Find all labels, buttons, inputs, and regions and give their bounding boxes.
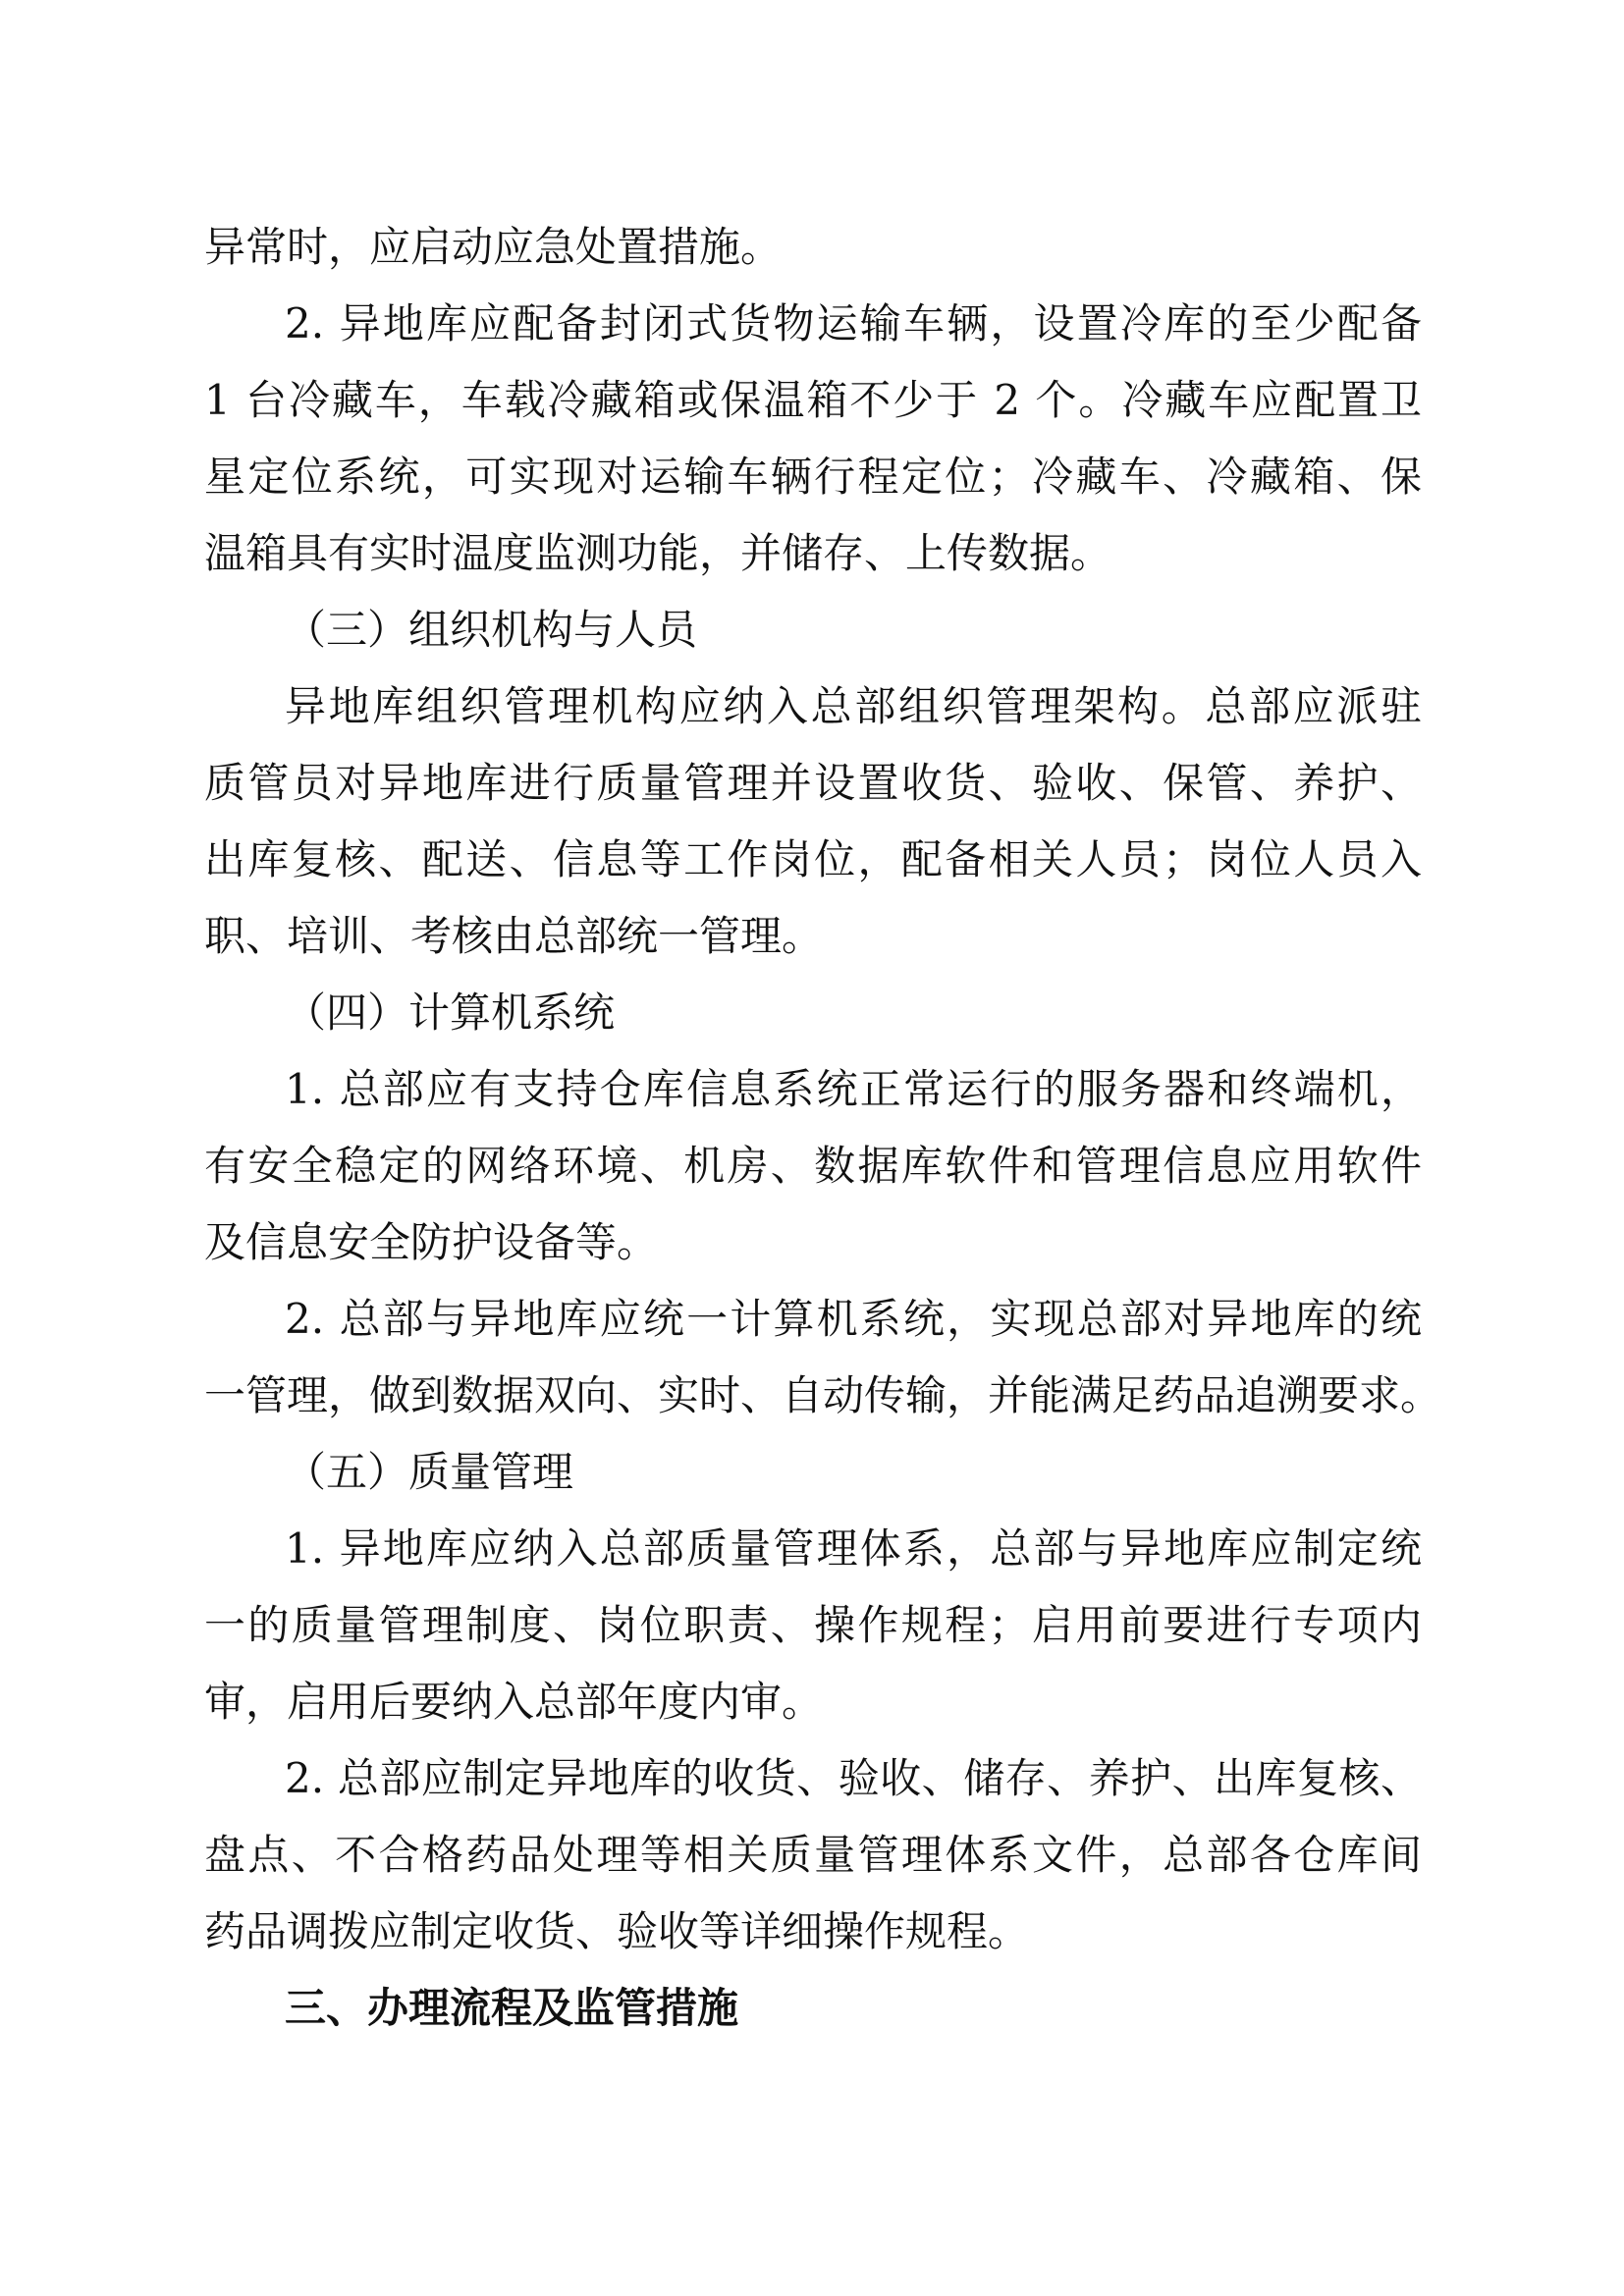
text-line: 出库复核、配送、信息等工作岗位，配备相关人员；岗位人员入 (204, 835, 1422, 883)
text-line: 一管理，做到数据双向、实时、自动传输，并能满足药品追溯要求。 (204, 1371, 1442, 1419)
text-line: 星定位系统，可实现对运输车辆行程定位；冷藏车、冷藏箱、保 (204, 453, 1422, 501)
text-line: 异地库组织管理机构应纳入总部组织管理架构。总部应派驻 (285, 682, 1422, 730)
section-heading: （三）组织机构与人员 (285, 606, 698, 654)
text-line: 盘点、不合格药品处理等相关质量管理体系文件，总部各仓库间 (204, 1831, 1422, 1879)
chapter-heading: 三、办理流程及监管措施 (285, 1984, 739, 2032)
text-line: 温箱具有实时温度监测功能，并储存、上传数据。 (204, 529, 1112, 577)
text-line: 1 台冷藏车，车载冷藏箱或保温箱不少于 2 个。冷藏车应配置卫 (204, 376, 1422, 424)
text-line: 一的质量管理制度、岗位职责、操作规程；启用前要进行专项内 (204, 1601, 1422, 1649)
text-line: 药品调拨应制定收货、验收等详细操作规程。 (204, 1907, 1030, 1955)
section-heading: （四）计算机系统 (285, 988, 616, 1037)
text-line: 1. 异地库应纳入总部质量管理体系，总部与异地库应制定统 (285, 1524, 1422, 1573)
text-line: 2. 异地库应配备封闭式货物运输车辆，设置冷库的至少配备 (285, 299, 1422, 347)
text-line: 及信息安全防护设备等。 (204, 1218, 659, 1266)
text-line: 职、培训、考核由总部统一管理。 (204, 912, 824, 960)
text-line: 有安全稳定的网络环境、机房、数据库软件和管理信息应用软件 (204, 1142, 1422, 1190)
text-line: 1. 总部应有支持仓库信息系统正常运行的服务器和终端机， (285, 1065, 1422, 1113)
section-heading: （五）质量管理 (285, 1448, 574, 1496)
text-line: 质管员对异地库进行质量管理并设置收货、验收、保管、养护、 (204, 759, 1422, 807)
text-line: 2. 总部与异地库应统一计算机系统，实现总部对异地库的统 (285, 1295, 1422, 1343)
text-line: 2. 总部应制定异地库的收货、验收、储存、养护、出库复核、 (285, 1754, 1422, 1802)
text-line: 异常时，应启动应急处置措施。 (204, 223, 783, 271)
text-line: 审，启用后要纳入总部年度内审。 (204, 1678, 824, 1726)
